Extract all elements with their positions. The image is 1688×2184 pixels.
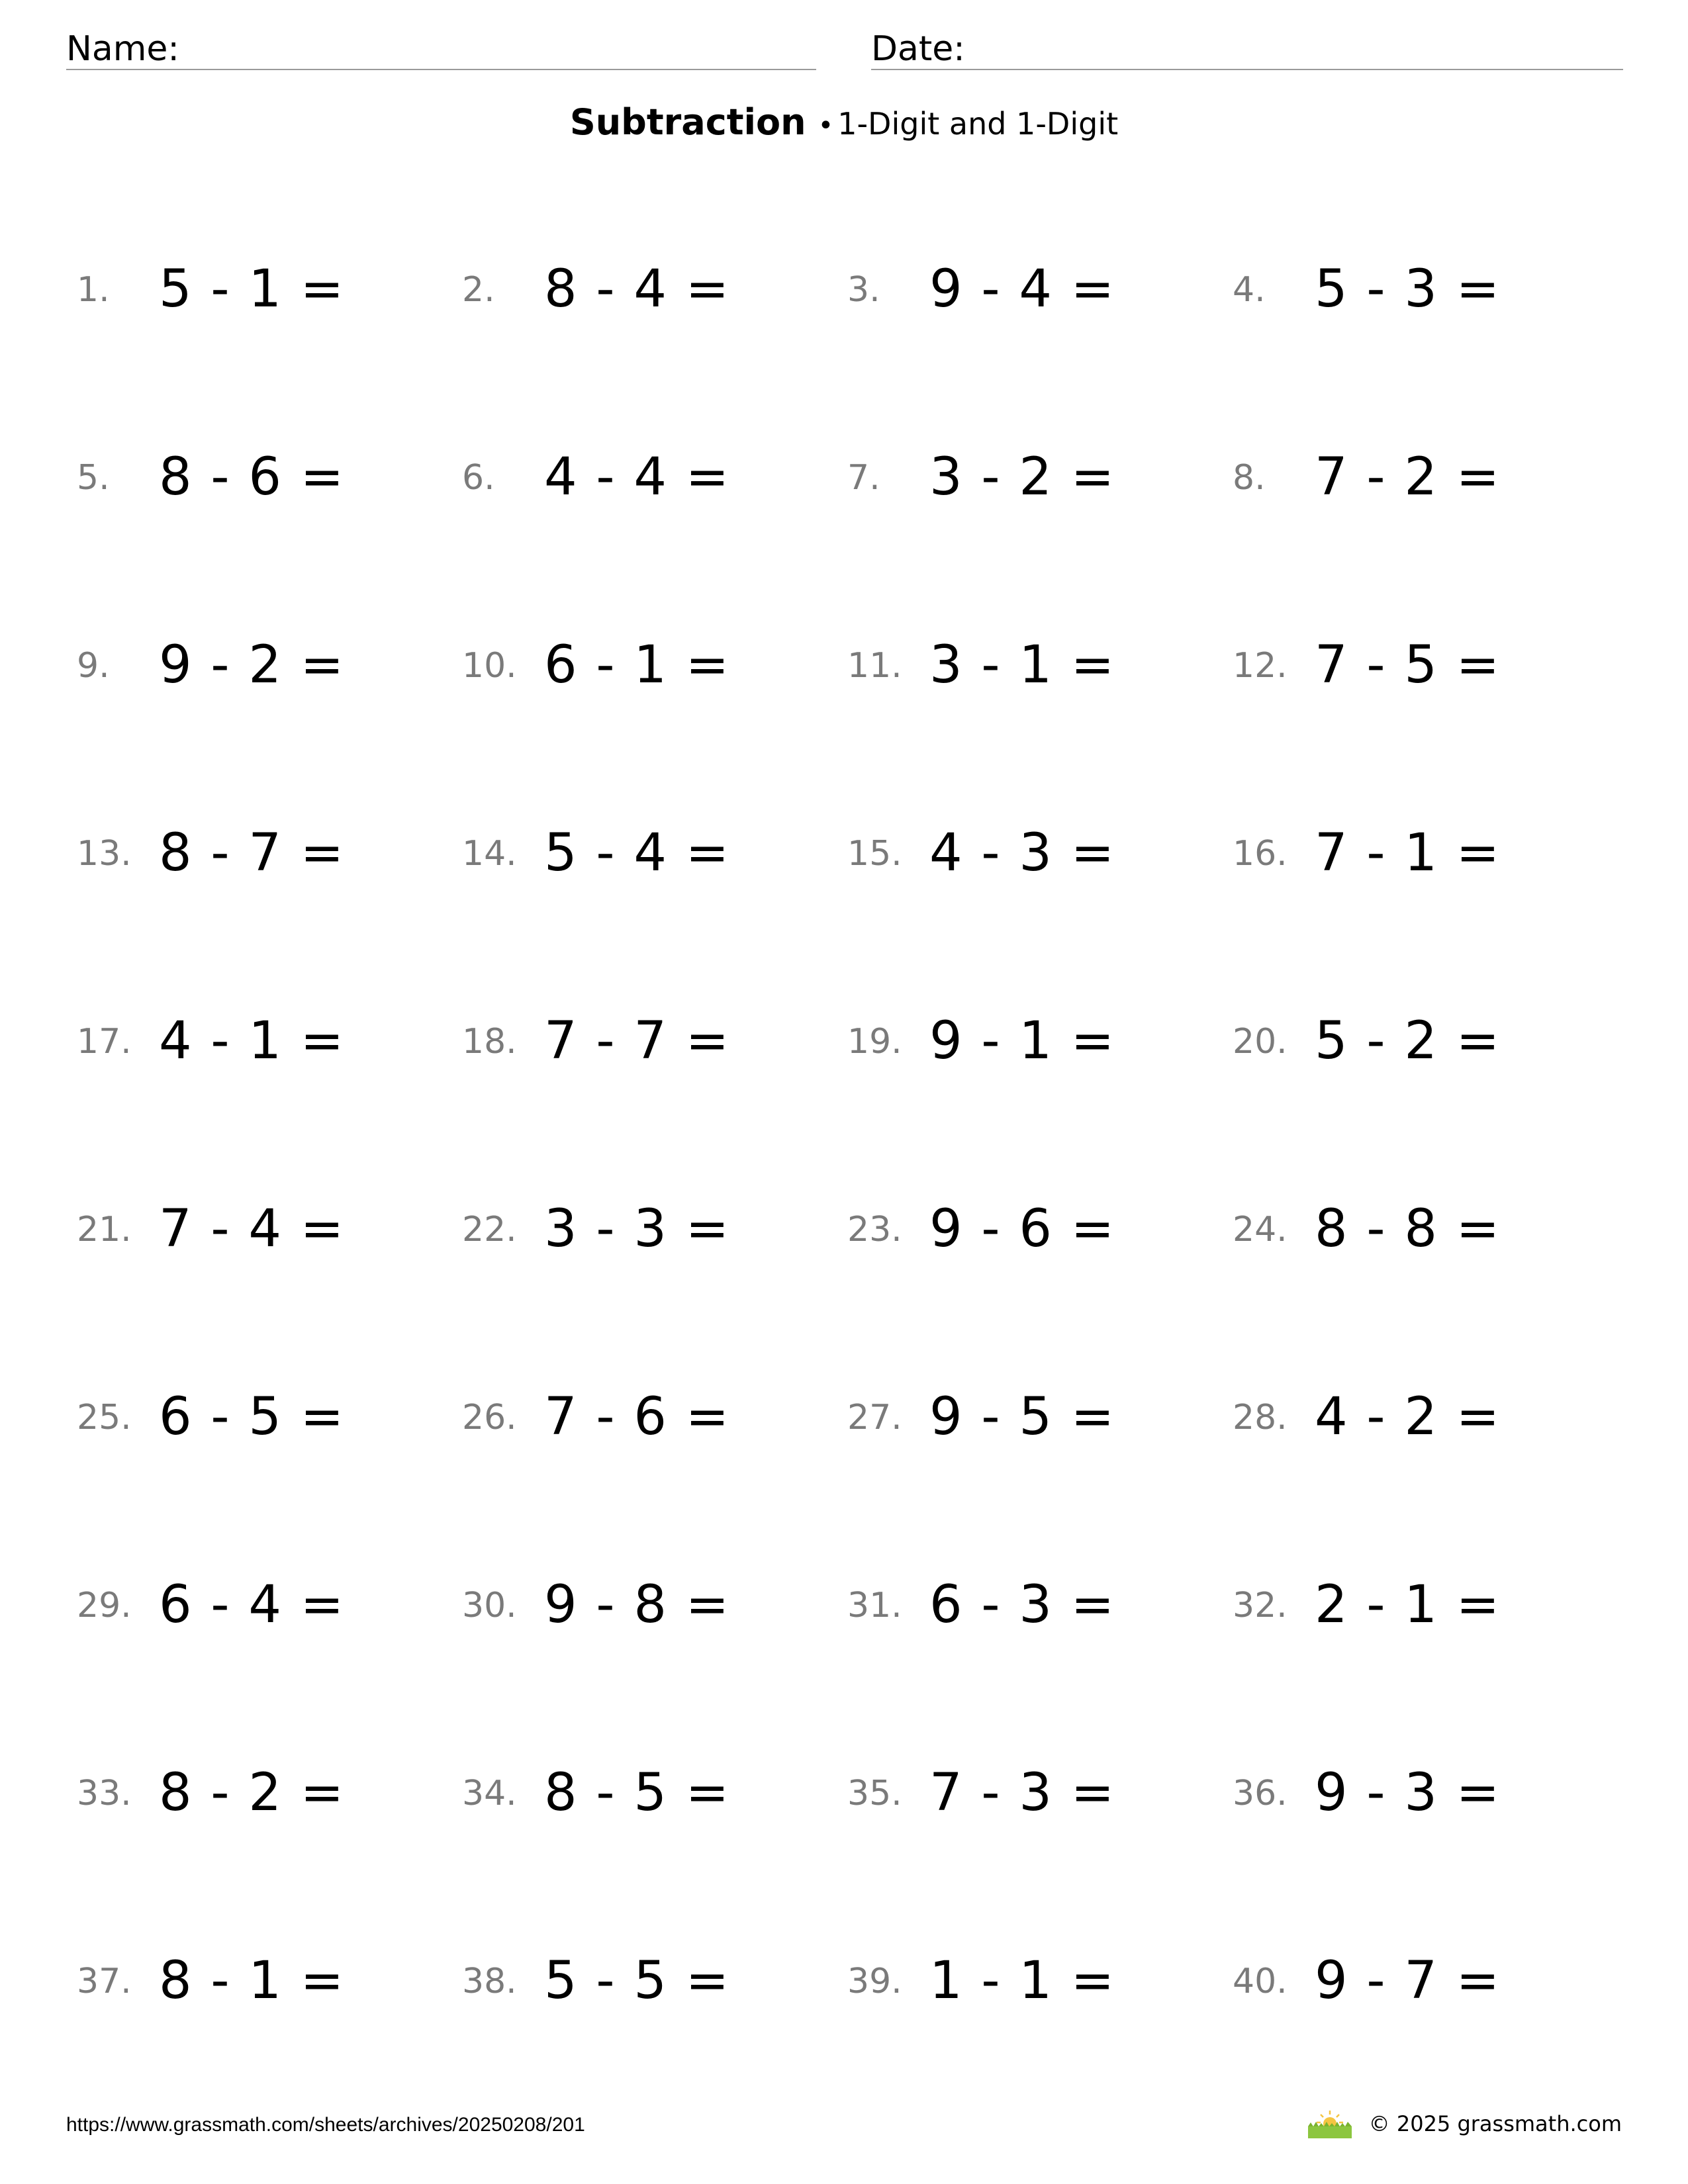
problem-number: 38. <box>462 1962 517 2001</box>
problem-number: 12. <box>1233 646 1288 686</box>
problem-item <box>1233 1749 1603 1823</box>
problem-item <box>847 1373 1218 1447</box>
grass-sun-logo-icon <box>1307 2109 1353 2138</box>
problem-number: 3. <box>847 270 880 310</box>
problem-item <box>1233 1936 1603 2011</box>
problem-item <box>462 621 833 695</box>
problem-number: 25. <box>77 1398 132 1437</box>
worksheet-title <box>0 101 1688 143</box>
problem-expression: 4 - 1 = <box>159 1011 346 1071</box>
problem-expression: 8 - 6 = <box>159 447 346 507</box>
problem-number: 1. <box>77 270 110 310</box>
problem-item <box>847 1185 1218 1259</box>
problem-number: 22. <box>462 1210 517 1250</box>
problem-item <box>462 245 833 319</box>
problem-number: 30. <box>462 1586 517 1625</box>
problem-item <box>462 1185 833 1259</box>
problem-item <box>462 997 833 1071</box>
problem-expression: 9 - 2 = <box>159 635 346 695</box>
problem-expression: 9 - 8 = <box>544 1575 731 1635</box>
problem-expression: 9 - 5 = <box>929 1387 1116 1447</box>
problem-item <box>77 1373 447 1447</box>
copyright-text: © 2025 grassmath.com <box>1368 2111 1622 2136</box>
problem-item <box>1233 433 1603 507</box>
problem-expression: 3 - 3 = <box>544 1199 731 1259</box>
problem-item <box>77 245 447 319</box>
problem-item <box>77 809 447 883</box>
problem-item <box>1233 1561 1603 1635</box>
problem-number: 7. <box>847 458 880 498</box>
problem-number: 4. <box>1233 270 1266 310</box>
problem-item <box>1233 1185 1603 1259</box>
problem-item <box>847 809 1218 883</box>
problem-item <box>847 621 1218 695</box>
problem-expression: 7 - 6 = <box>544 1387 731 1447</box>
problem-item <box>462 1936 833 2011</box>
problem-expression: 8 - 7 = <box>159 823 346 883</box>
problem-expression: 5 - 5 = <box>544 1951 731 2011</box>
problem-number: 17. <box>77 1022 132 1062</box>
problem-number: 40. <box>1233 1962 1288 2001</box>
problem-number: 15. <box>847 834 902 874</box>
name-field[interactable] <box>66 26 816 70</box>
problem-expression: 4 - 4 = <box>544 447 731 507</box>
problem-expression: 5 - 3 = <box>1315 259 1501 319</box>
problem-item <box>462 809 833 883</box>
problem-expression: 6 - 5 = <box>159 1387 346 1447</box>
problem-item <box>77 1561 447 1635</box>
problem-number: 36. <box>1233 1774 1288 1813</box>
problem-number: 27. <box>847 1398 902 1437</box>
problem-expression: 6 - 1 = <box>544 635 731 695</box>
problem-number: 31. <box>847 1586 902 1625</box>
problem-number: 28. <box>1233 1398 1288 1437</box>
problem-number: 24. <box>1233 1210 1288 1250</box>
problem-number: 20. <box>1233 1022 1288 1062</box>
problem-item <box>77 1749 447 1823</box>
problem-item <box>847 433 1218 507</box>
problem-number: 23. <box>847 1210 902 1250</box>
problem-number: 39. <box>847 1962 902 2001</box>
problem-expression: 3 - 1 = <box>929 635 1116 695</box>
problem-number: 10. <box>462 646 517 686</box>
problem-number: 26. <box>462 1398 517 1437</box>
problem-number: 19. <box>847 1022 902 1062</box>
problem-grid <box>77 245 1626 2144</box>
problem-expression: 9 - 7 = <box>1315 1951 1501 2011</box>
problem-number: 37. <box>77 1962 132 2001</box>
problem-item <box>462 1373 833 1447</box>
problem-expression: 5 - 1 = <box>159 259 346 319</box>
footer-brand <box>1307 2107 1622 2140</box>
problem-number: 35. <box>847 1774 902 1813</box>
problem-expression: 4 - 2 = <box>1315 1387 1501 1447</box>
problem-number: 14. <box>462 834 517 874</box>
problem-expression: 9 - 1 = <box>929 1011 1116 1071</box>
problem-expression: 3 - 2 = <box>929 447 1116 507</box>
problem-number: 18. <box>462 1022 517 1062</box>
problem-expression: 8 - 4 = <box>544 259 731 319</box>
problem-number: 29. <box>77 1586 132 1625</box>
footer-url: https://www.grassmath.com/sheets/archives/20250208/201 <box>66 2114 585 2136</box>
problem-item <box>77 1185 447 1259</box>
problem-expression: 6 - 4 = <box>159 1575 346 1635</box>
problem-expression: 5 - 4 = <box>544 823 731 883</box>
problem-expression: 1 - 1 = <box>929 1951 1116 2011</box>
problem-number: 11. <box>847 646 902 686</box>
problem-expression: 8 - 8 = <box>1315 1199 1501 1259</box>
problem-expression: 8 - 2 = <box>159 1763 346 1823</box>
problem-item <box>462 1561 833 1635</box>
problem-expression: 7 - 4 = <box>159 1199 346 1259</box>
problem-number: 5. <box>77 458 110 498</box>
problem-number: 8. <box>1233 458 1266 498</box>
problem-expression: 7 - 1 = <box>1315 823 1501 883</box>
problem-item <box>77 433 447 507</box>
problem-number: 2. <box>462 270 495 310</box>
problem-number: 21. <box>77 1210 132 1250</box>
problem-number: 32. <box>1233 1586 1288 1625</box>
problem-item <box>462 1749 833 1823</box>
problem-number: 13. <box>77 834 132 874</box>
problem-item <box>847 1749 1218 1823</box>
problem-expression: 4 - 3 = <box>929 823 1116 883</box>
problem-expression: 7 - 7 = <box>544 1011 731 1071</box>
problem-item <box>1233 245 1603 319</box>
problem-item <box>77 1936 447 2011</box>
problem-expression: 8 - 5 = <box>544 1763 731 1823</box>
problem-item <box>77 621 447 695</box>
date-field[interactable] <box>871 26 1623 70</box>
title-bullet: • <box>818 111 834 141</box>
problem-expression: 6 - 3 = <box>929 1575 1116 1635</box>
problem-item <box>1233 809 1603 883</box>
problem-item <box>847 997 1218 1071</box>
problem-expression: 5 - 2 = <box>1315 1011 1501 1071</box>
problem-item <box>77 997 447 1071</box>
problem-number: 33. <box>77 1774 132 1813</box>
problem-expression: 7 - 5 = <box>1315 635 1501 695</box>
problem-number: 9. <box>77 646 110 686</box>
date-label: Date: <box>871 29 965 69</box>
problem-expression: 8 - 1 = <box>159 1951 346 2011</box>
title-subtitle: 1-Digit and 1-Digit <box>837 106 1119 142</box>
problem-expression: 7 - 2 = <box>1315 447 1501 507</box>
problem-item <box>1233 997 1603 1071</box>
problem-number: 16. <box>1233 834 1288 874</box>
problem-expression: 9 - 4 = <box>929 259 1116 319</box>
problem-number: 6. <box>462 458 495 498</box>
problem-item <box>847 1936 1218 2011</box>
problem-item <box>1233 1373 1603 1447</box>
problem-expression: 9 - 3 = <box>1315 1763 1501 1823</box>
problem-expression: 7 - 3 = <box>929 1763 1116 1823</box>
title-main: Subtraction <box>569 101 806 143</box>
problem-item <box>462 433 833 507</box>
problem-item <box>847 1561 1218 1635</box>
problem-expression: 2 - 1 = <box>1315 1575 1501 1635</box>
problem-expression: 9 - 6 = <box>929 1199 1116 1259</box>
problem-number: 34. <box>462 1774 517 1813</box>
name-label: Name: <box>66 29 179 69</box>
problem-item <box>1233 621 1603 695</box>
problem-item <box>847 245 1218 319</box>
